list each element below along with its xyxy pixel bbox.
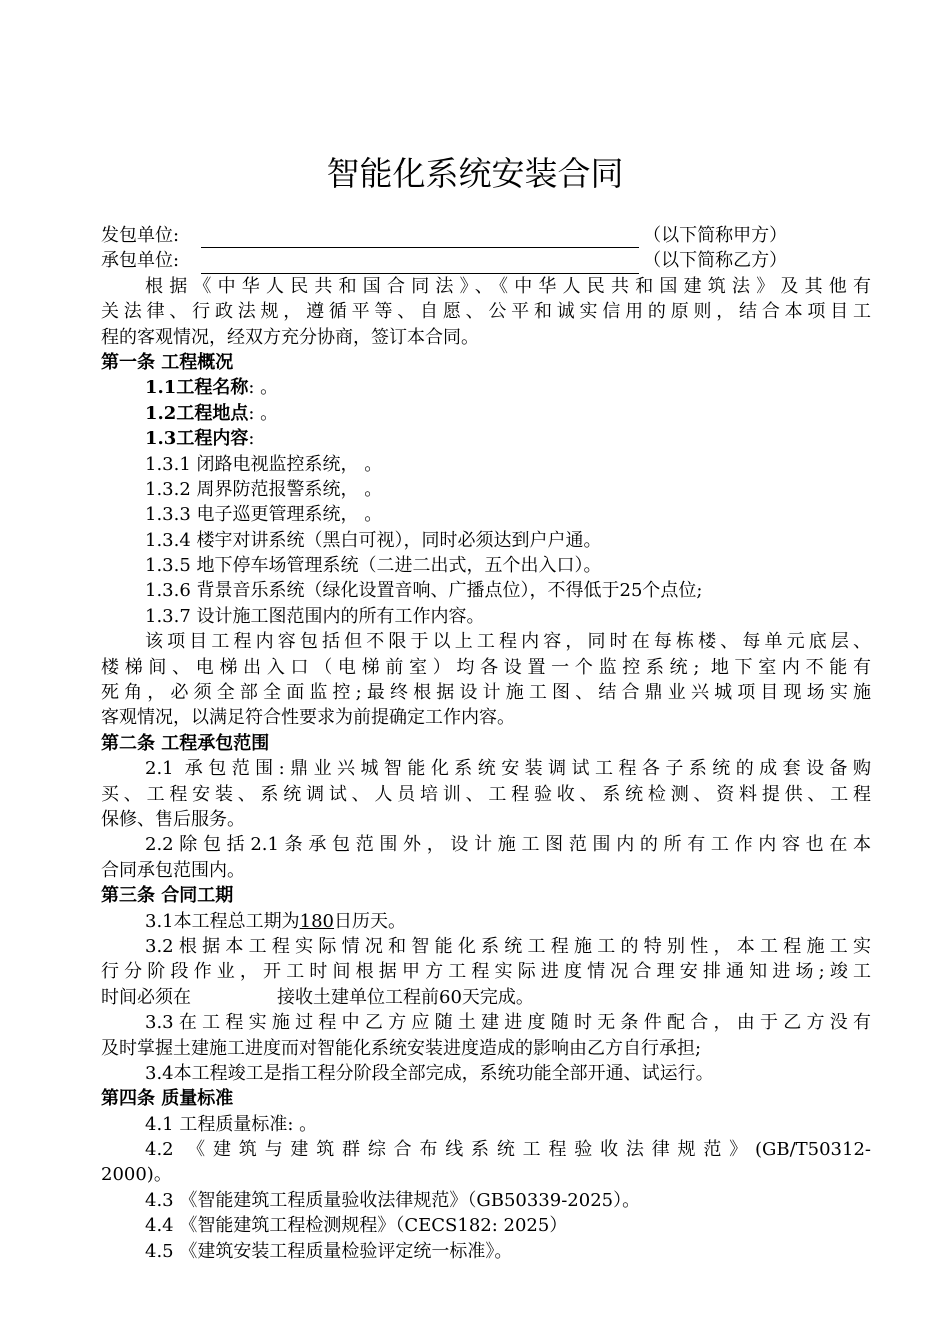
list-item: 1.3.7 设计施工图范围内的所有工作内容。 bbox=[145, 605, 485, 627]
article-heading: 第二条 工程承包范围 bbox=[101, 732, 270, 754]
standard-item: 4.1 工程质量标准: 。 bbox=[145, 1113, 318, 1135]
contractor-row bbox=[101, 248, 871, 273]
clause-value: : bbox=[248, 428, 255, 450]
paragraph-line: 行分阶段作业，开工时间根据甲方工程实际进度情况合理安排通知进场;竣工 bbox=[101, 961, 871, 983]
clause-label: 1.2工程地点 bbox=[145, 402, 249, 424]
article-heading: 第四条 质量标准 bbox=[101, 1088, 234, 1110]
paragraph-line: 3.3在工程实施过程中乙方应随土建进度随时无条件配合，由于乙方没有 bbox=[145, 1012, 871, 1034]
clause-total-duration bbox=[101, 909, 871, 934]
list-item: 1.3.5 地下停车场管理系统（二进二出式，五个出入口）。 bbox=[145, 555, 602, 577]
contract-body bbox=[101, 223, 871, 1264]
contractor-suffix: （以下简称乙方） bbox=[643, 250, 788, 272]
standard-item: 4.2 《建筑与建筑群综合布线系统工程验收法律规范》(GB/T50312- bbox=[145, 1139, 871, 1161]
intro-line: 根据《中华人民共和国合同法》、《中华人民共和国建筑法》及其他有 bbox=[145, 275, 871, 297]
contractor-field[interactable] bbox=[201, 253, 639, 274]
deadline-pre: 时间必须在 bbox=[101, 986, 191, 1008]
paragraph-line: 3.2根据本工程实际情况和智能化系统工程施工的特别性，本工程施工实 bbox=[145, 935, 871, 957]
clause-project-name bbox=[101, 375, 871, 400]
clause-value: : 。 bbox=[248, 402, 279, 424]
completion-deadline-line bbox=[101, 985, 871, 1010]
standard-item: 2000)。 bbox=[101, 1164, 172, 1186]
paragraph-line: 2.1 承包范围:鼎业兴城智能化系统安装调试工程各子系统的成套设备购 bbox=[145, 758, 871, 780]
list-item: 1.3.3 电子巡更管理系统， 。 bbox=[145, 504, 383, 526]
article-heading: 第一条 工程概况 bbox=[101, 351, 234, 373]
employer-label: 发包单位: bbox=[101, 224, 180, 246]
paragraph-line: 客观情况，以满足符合性要求为前提确定工作内容。 bbox=[101, 707, 515, 729]
duration-pre: 3.1本工程总工期为 bbox=[145, 910, 300, 932]
paragraph-line: 及时掌握土建施工进度而对智能化系统安装进度造成的影响由乙方自行承担; bbox=[101, 1037, 702, 1059]
duration-post: 日历天。 bbox=[334, 910, 406, 932]
deadline-post: 接收土建单位工程前60天完成。 bbox=[277, 986, 534, 1008]
clause-value: : 。 bbox=[248, 377, 279, 399]
employer-field[interactable] bbox=[201, 227, 639, 248]
duration-days: 180 bbox=[299, 910, 334, 932]
clause-label: 1.3工程内容 bbox=[145, 428, 249, 450]
paragraph-line: 该项目工程内容包括但不限于以上工程内容，同时在每栋楼、每单元底层、 bbox=[145, 631, 871, 653]
article-heading: 第三条 合同工期 bbox=[101, 885, 234, 907]
list-item: 1.3.4 楼宇对讲系统（黑白可视），同时必须达到户户通。 bbox=[145, 529, 602, 551]
page-title: 智能化系统安装合同 bbox=[326, 154, 624, 193]
paragraph-line: 2.2除包括2.1条承包范围外，设计施工图范围内的所有工作内容也在本 bbox=[145, 834, 871, 856]
list-item: 1.3.2 周界防范报警系统， 。 bbox=[145, 478, 383, 500]
standard-item: 4.3 《智能建筑工程质量验收法律规范》（GB50339-2025）。 bbox=[145, 1189, 641, 1211]
standard-item: 4.4 《智能建筑工程检测规程》（CECS182: 2025） bbox=[145, 1215, 568, 1237]
intro-line: 关法律、行政法规，遵循平等、自愿、公平和诚实信用的原则，结合本项目工 bbox=[101, 301, 871, 323]
paragraph-line: 死角，必须全部全面监控;最终根据设计施工图、结合鼎业兴城项目现场实施 bbox=[101, 682, 871, 704]
paragraph-line: 楼梯间、电梯出入口（电梯前室）均各设置一个监控系统; 地下室内不能有 bbox=[101, 656, 871, 678]
paragraph-line: 合同承包范围内。 bbox=[101, 859, 245, 881]
clause-project-scope bbox=[101, 426, 871, 451]
contractor-label: 承包单位: bbox=[101, 250, 180, 272]
paragraph-line: 3.4本工程竣工是指工程分阶段全部完成，系统功能全部开通、试运行。 bbox=[145, 1062, 714, 1084]
clause-label: 1.1工程名称 bbox=[145, 377, 249, 399]
employer-row bbox=[101, 223, 871, 248]
paragraph-line: 保修、售后服务。 bbox=[101, 808, 245, 830]
employer-suffix: （以下简称甲方） bbox=[643, 224, 788, 246]
paragraph-line: 买、工程安装、系统调试、人员培训、工程验收、系统检测、资料提供、工程 bbox=[101, 783, 871, 805]
standard-item: 4.5 《建筑安装工程质量检验评定统一标准》。 bbox=[145, 1240, 513, 1262]
list-item: 1.3.6 背景音乐系统（绿化设置音响、广播点位），不得低于25个点位; bbox=[145, 580, 703, 602]
list-item: 1.3.1 闭路电视监控系统， 。 bbox=[145, 453, 383, 475]
intro-line: 程的客观情况，经双方充分协商，签订本合同。 bbox=[101, 326, 479, 348]
clause-project-site bbox=[101, 401, 871, 426]
